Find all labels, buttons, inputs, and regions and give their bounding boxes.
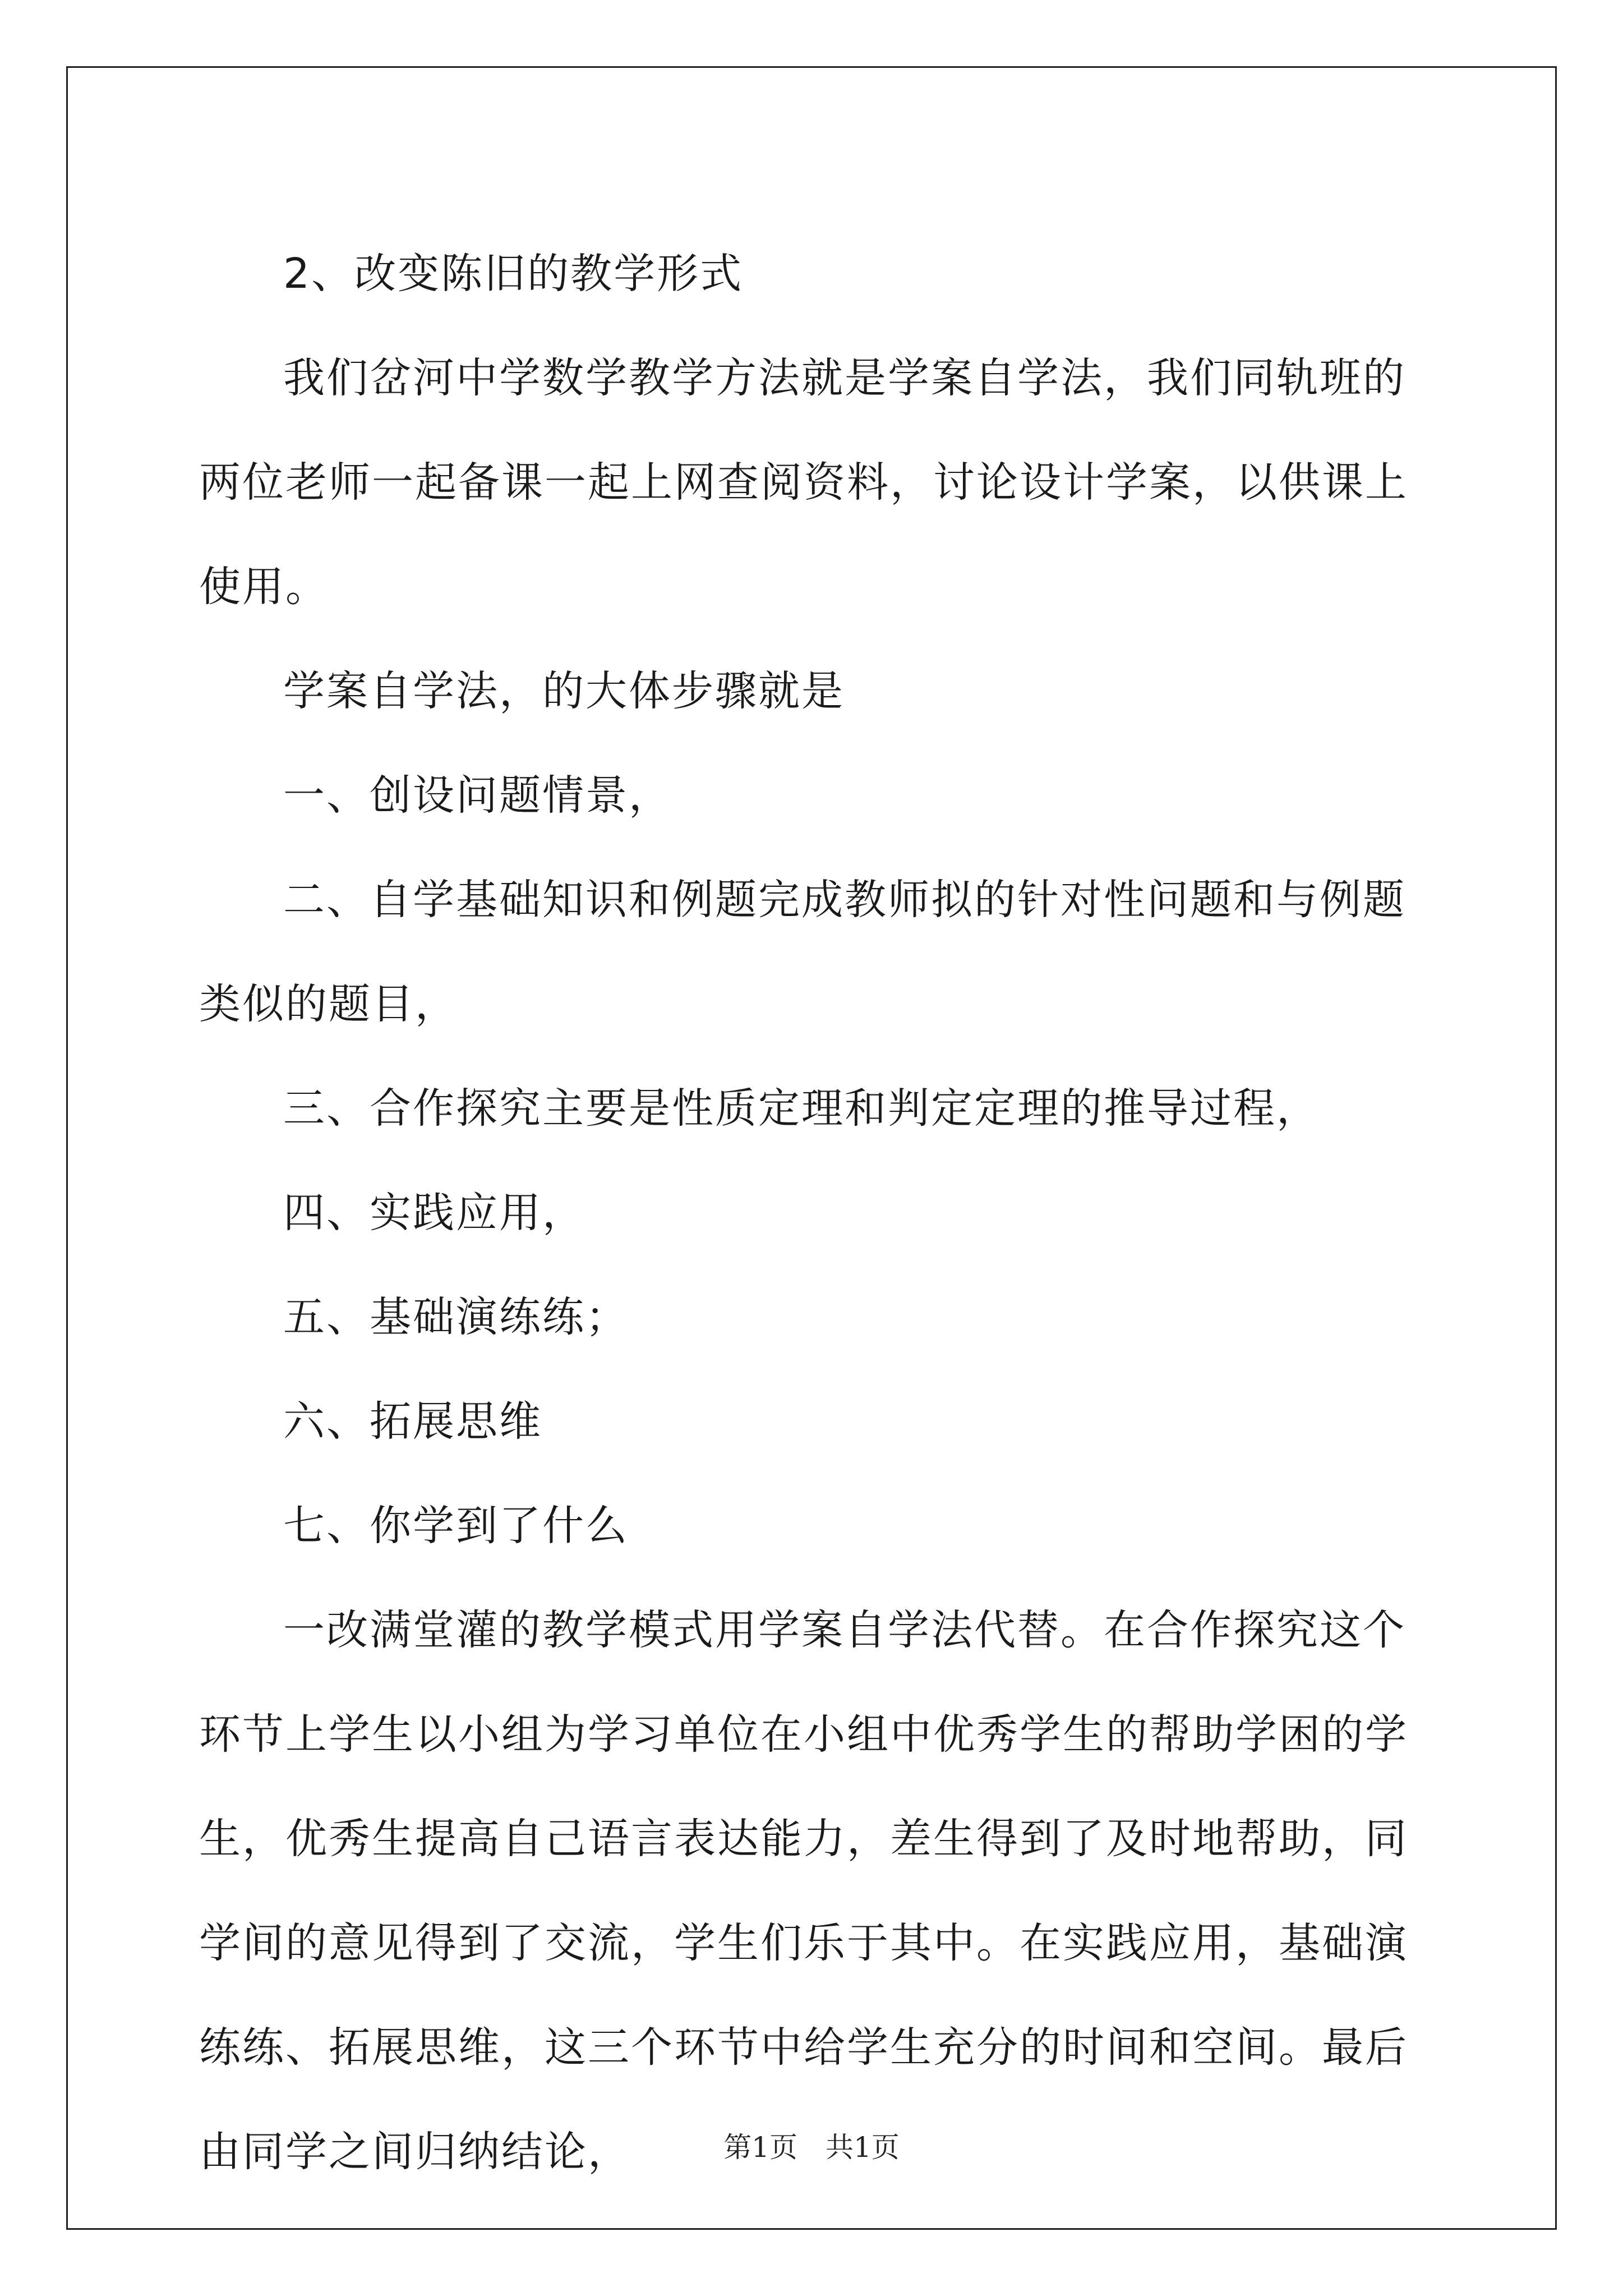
list-item: 一、创设问题情景， [283,771,672,820]
paragraph: 学案自学法，的大体步骤就是 [283,667,845,715]
paragraph: 我们岔河中学数学教学方法就是学案自学法，我们同轨班的两位老师一起备课一起上网查阅资料，讨论设计学案，以供课上使用。 [199,354,1408,611]
list-item: 四、实践应用， [283,1189,585,1237]
page-total: 共1页 [826,2131,900,2164]
list-item: 五、基础演练练； [283,1293,629,1341]
page-footer [0,2125,1623,2165]
list-item: 六、拓展思维 [283,1397,542,1446]
page-number: 第1页 [723,2131,797,2164]
list-item: 二、自学基础知识和例题完成教师拟的针对性问题和与例题类似的题目， [199,876,1406,1028]
list-item: 三、合作探究主要是性质定理和判定定理的推导过程， [283,1084,1320,1133]
list-item: 七、你学到了什么 [283,1502,629,1550]
document-body [199,222,1427,2204]
paragraph-heading: 2、改变陈旧的教学形式 [283,250,744,298]
paragraph: 一改满堂灌的教学模式用学案自学法代替。在合作探究这个环节上学生以小组为学习单位在小组中优秀学生的帮助学困的学生，优秀生提高自己语言表达能力，差生得到了及时地帮助，同学间的意见得到了交流，学生们乐于其中。在实践应用，基础演练练、拓展思维，这三个环节中给学生充分的时间和空间。最后由同学之间归纳结论， [199,1606,1408,2176]
